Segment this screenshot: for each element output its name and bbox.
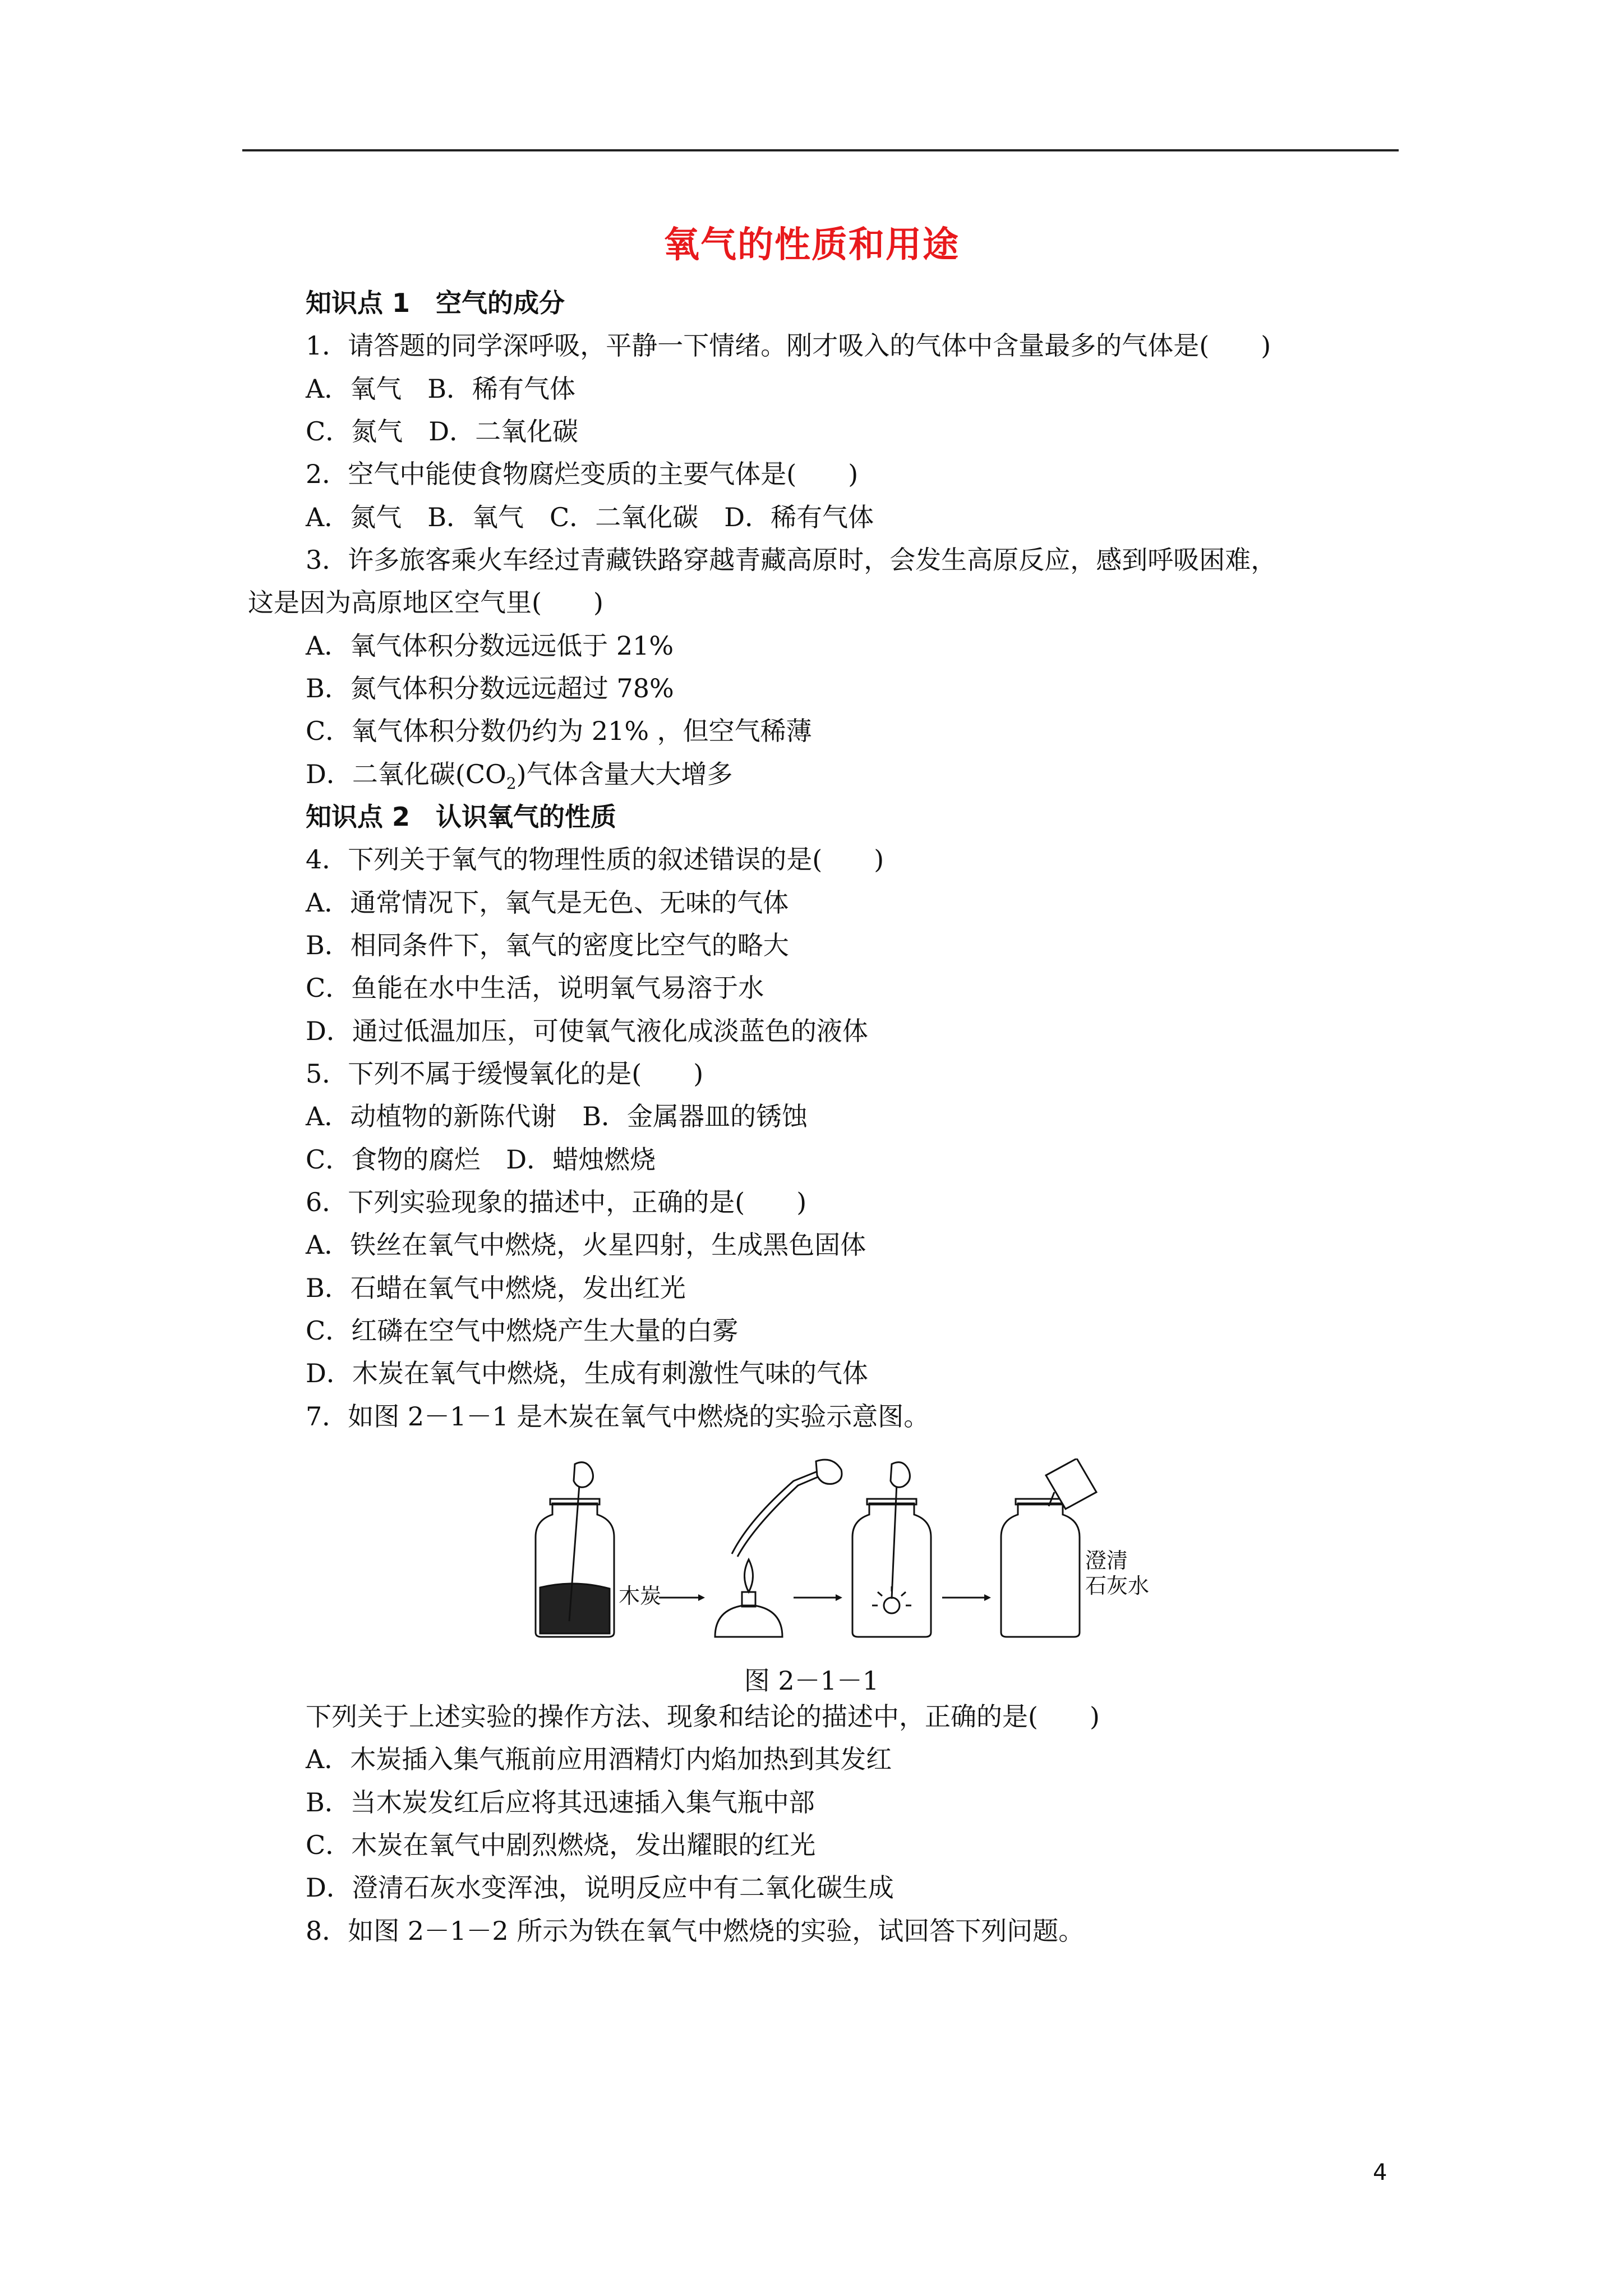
- question-6: 6．下列实验现象的描述中，正确的是( ): [306, 1187, 807, 1217]
- question-1-options-cd: C．氮气 D．二氧化碳: [306, 416, 579, 447]
- question-2: 2．空气中能使食物腐烂变质的主要气体是( ): [306, 459, 859, 489]
- jar-burning-illustration: [852, 1462, 931, 1637]
- co2-subscript: 2: [506, 774, 517, 793]
- question-7-option-c: C．木炭在氧气中剧烈燃烧，发出耀眼的红光: [306, 1830, 816, 1860]
- option-d-text: D．二氧化碳(CO: [306, 759, 506, 789]
- question-7-stem: 下列关于上述实验的操作方法、现象和结论的描述中，正确的是( ): [306, 1701, 1100, 1732]
- figure-caption: 图 2－1－1: [744, 1665, 879, 1696]
- question-3-option-a: A．氧气体积分数远远低于 21%: [306, 631, 674, 661]
- arrow-3-head: [984, 1594, 991, 1601]
- question-6-option-c: C．红磷在空气中燃烧产生大量的白雾: [306, 1315, 739, 1346]
- arrow-1-head: [698, 1594, 705, 1601]
- question-3-option-d: [306, 757, 733, 800]
- section-heading-2: 知识点 2 认识氧气的性质: [306, 802, 617, 832]
- jar-with-charcoal-illustration: [536, 1462, 614, 1637]
- arrow-2-head: [836, 1594, 842, 1601]
- question-6-option-a: A．铁丝在氧气中燃烧，火星四射，生成黑色固体: [306, 1230, 866, 1260]
- question-4-option-a: A．通常情况下，氧气是无色、无味的气体: [306, 887, 789, 918]
- question-4-option-d: D．通过低温加压，可使氧气液化成淡蓝色的液体: [306, 1016, 868, 1046]
- question-4-option-b: B．相同条件下，氧气的密度比空气的略大: [306, 930, 789, 960]
- question-1-options-ab: A．氧气 B．稀有气体: [306, 374, 576, 404]
- option-d-text-rest: )气体含量大大增多: [516, 759, 733, 789]
- experiment-figure: [530, 1458, 1152, 1644]
- question-6-option-d: D．木炭在氧气中燃烧，生成有刺激性气味的气体: [306, 1358, 868, 1388]
- question-4-option-c: C．鱼能在水中生活，说明氧气易溶于水: [306, 973, 764, 1003]
- question-2-options: A．氮气 B．氧气 C．二氧化碳 D．稀有气体: [306, 502, 874, 532]
- page-title: 氧气的性质和用途: [663, 224, 960, 266]
- header-rule: [242, 149, 1399, 151]
- section-heading-1: 知识点 1 空气的成分: [306, 288, 565, 318]
- question-7: 7．如图 2－1－1 是木炭在氧气中燃烧的实验示意图。: [306, 1401, 930, 1432]
- question-8: 8．如图 2－1－2 所示为铁在氧气中燃烧的实验，试回答下列问题。: [306, 1916, 1085, 1946]
- charcoal-label: 木炭: [619, 1584, 662, 1608]
- question-3-option-c: C．氧气体积分数仍约为 21% ，但空气稀薄: [306, 716, 812, 746]
- limewater-label-1: 澄清: [1085, 1548, 1128, 1573]
- page-number: 4: [1373, 2160, 1387, 2185]
- limewater-label-2: 石灰水: [1085, 1573, 1150, 1598]
- question-1: 1．请答题的同学深呼吸，平静一下情绪。刚才吸入的气体中含量最多的气体是( ): [306, 330, 1271, 361]
- question-7-option-b: B．当木炭发红后应将其迅速插入集气瓶中部: [306, 1787, 815, 1818]
- question-6-option-b: B．石蜡在氧气中燃烧，发出红光: [306, 1273, 686, 1303]
- question-7-option-d: D．澄清石灰水变浑浊，说明反应中有二氧化碳生成: [306, 1872, 894, 1903]
- question-3-line-1: 3．许多旅客乘火车经过青藏铁路穿越青藏高原时，会发生高原反应，感到呼吸困难，: [306, 545, 1277, 575]
- alcohol-lamp-illustration: [715, 1460, 842, 1637]
- jar-limewater-illustration: [1001, 1458, 1096, 1637]
- question-5: 5．下列不属于缓慢氧化的是( ): [306, 1059, 704, 1089]
- question-4: 4．下列关于氧气的物理性质的叙述错误的是( ): [306, 844, 884, 875]
- question-3-line-2: 这是因为高原地区空气里( ): [248, 587, 603, 618]
- question-3-option-b: B．氮气体积分数远远超过 78%: [306, 673, 674, 703]
- question-5-options-cd: C．食物的腐烂 D．蜡烛燃烧: [306, 1144, 656, 1175]
- question-7-option-a: A．木炭插入集气瓶前应用酒精灯内焰加热到其发红: [306, 1744, 892, 1774]
- question-5-options-ab: A．动植物的新陈代谢 B．金属器皿的锈蚀: [306, 1101, 808, 1131]
